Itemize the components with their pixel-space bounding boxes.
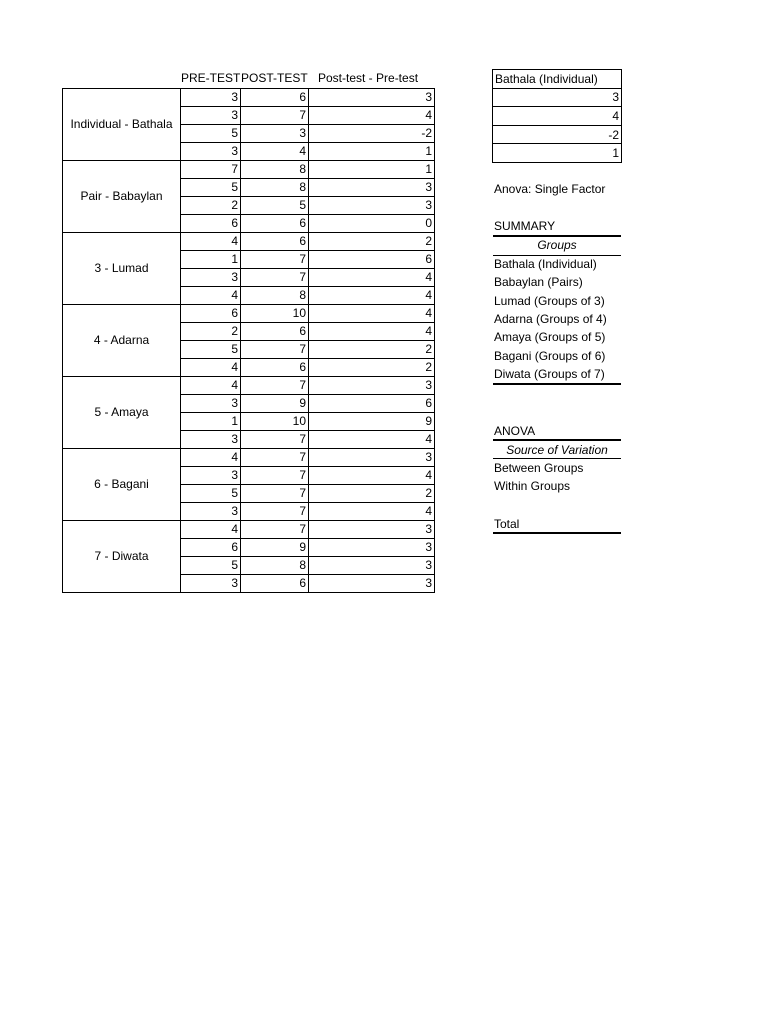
pre-test-cell[interactable]: 6 xyxy=(181,539,241,557)
table-row xyxy=(63,161,435,179)
anova-source-header[interactable]: Source of Variation xyxy=(506,443,608,457)
summary-bottom-rule xyxy=(493,383,621,385)
pre-test-cell[interactable]: 4 xyxy=(181,233,241,251)
difference-cell[interactable]: 3 xyxy=(309,449,435,467)
anova-within-groups[interactable]: Within Groups xyxy=(494,479,571,493)
post-test-cell[interactable]: 7 xyxy=(241,377,309,395)
pre-test-cell[interactable]: 7 xyxy=(181,161,241,179)
bathala-value-cell[interactable]: 4 xyxy=(493,107,622,126)
difference-cell[interactable]: 4 xyxy=(309,107,435,125)
post-test-cell[interactable]: 7 xyxy=(241,341,309,359)
bathala-table xyxy=(492,69,622,163)
pre-test-cell[interactable]: 5 xyxy=(181,341,241,359)
post-test-cell[interactable]: 6 xyxy=(241,233,309,251)
pre-test-cell[interactable]: 3 xyxy=(181,395,241,413)
difference-cell[interactable]: 3 xyxy=(309,575,435,593)
summary-group-item[interactable]: Babaylan (Pairs) xyxy=(494,275,583,290)
post-test-cell[interactable]: 9 xyxy=(241,395,309,413)
pre-test-cell[interactable]: 5 xyxy=(181,179,241,197)
difference-cell[interactable]: -2 xyxy=(309,125,435,143)
post-test-cell[interactable]: 7 xyxy=(241,431,309,449)
pre-test-cell[interactable]: 3 xyxy=(181,269,241,287)
summary-group-item[interactable]: Diwata (Groups of 7) xyxy=(494,366,605,381)
header-pre-test[interactable]: PRE-TEST xyxy=(181,71,241,85)
table-row xyxy=(63,449,435,467)
post-test-cell[interactable]: 7 xyxy=(241,503,309,521)
difference-cell[interactable]: 3 xyxy=(309,539,435,557)
summary-group-item[interactable]: Bagani (Groups of 6) xyxy=(494,348,606,363)
pre-test-cell[interactable]: 3 xyxy=(181,107,241,125)
post-test-cell[interactable]: 3 xyxy=(241,125,309,143)
group-name-cell[interactable]: 5 - Amaya xyxy=(63,377,181,449)
difference-cell[interactable]: 3 xyxy=(309,521,435,539)
pre-test-cell[interactable]: 5 xyxy=(181,125,241,143)
table-row xyxy=(63,521,435,539)
pre-test-cell[interactable]: 4 xyxy=(181,449,241,467)
header-post-test[interactable]: POST-TEST xyxy=(241,71,308,85)
pre-test-cell[interactable]: 5 xyxy=(181,485,241,503)
header-difference[interactable]: Post-test - Pre-test xyxy=(318,71,419,85)
difference-cell[interactable]: 2 xyxy=(309,233,435,251)
bathala-value-cell[interactable]: 1 xyxy=(493,144,622,163)
post-test-cell[interactable]: 10 xyxy=(241,305,309,323)
pre-test-cell[interactable]: 3 xyxy=(181,575,241,593)
difference-cell[interactable]: 2 xyxy=(309,359,435,377)
difference-cell[interactable]: 3 xyxy=(309,557,435,575)
difference-cell[interactable]: 4 xyxy=(309,269,435,287)
pre-test-cell[interactable]: 3 xyxy=(181,467,241,485)
anova-bottom-rule xyxy=(493,532,621,534)
pre-test-cell[interactable]: 3 xyxy=(181,143,241,161)
group-name-cell[interactable]: Pair - Babaylan xyxy=(63,161,181,233)
pre-test-cell[interactable]: 4 xyxy=(181,287,241,305)
difference-cell[interactable]: 6 xyxy=(309,251,435,269)
post-test-cell[interactable]: 10 xyxy=(241,413,309,431)
difference-cell[interactable]: 4 xyxy=(309,467,435,485)
pre-test-cell[interactable]: 4 xyxy=(181,521,241,539)
summary-group-item[interactable]: Adarna (Groups of 4) xyxy=(494,311,607,326)
pre-test-cell[interactable]: 3 xyxy=(181,89,241,107)
pre-test-cell[interactable]: 6 xyxy=(181,215,241,233)
post-test-cell[interactable]: 7 xyxy=(241,467,309,485)
pre-test-cell[interactable]: 4 xyxy=(181,359,241,377)
table-row xyxy=(493,107,622,126)
anova-title[interactable]: ANOVA xyxy=(494,424,536,438)
post-test-cell[interactable]: 7 xyxy=(241,449,309,467)
pre-test-cell[interactable]: 6 xyxy=(181,305,241,323)
table-row xyxy=(63,377,435,395)
summary-groups-header[interactable]: Groups xyxy=(537,238,577,252)
group-name-cell[interactable]: 6 - Bagani xyxy=(63,449,181,521)
difference-cell[interactable]: 1 xyxy=(309,143,435,161)
post-test-cell[interactable]: 7 xyxy=(241,107,309,125)
table-row xyxy=(63,89,435,107)
post-test-cell[interactable]: 8 xyxy=(241,179,309,197)
scores-table xyxy=(62,88,435,593)
group-name-cell[interactable]: 7 - Diwata xyxy=(63,521,181,593)
difference-cell[interactable]: 2 xyxy=(309,341,435,359)
bathala-title-cell[interactable]: Bathala (Individual) xyxy=(493,70,622,89)
post-test-cell[interactable]: 6 xyxy=(241,215,309,233)
pre-test-cell[interactable]: 1 xyxy=(181,251,241,269)
bathala-value-cell[interactable]: 3 xyxy=(493,88,622,107)
pre-test-cell[interactable]: 2 xyxy=(181,323,241,341)
pre-test-cell[interactable]: 2 xyxy=(181,197,241,215)
post-test-cell[interactable]: 5 xyxy=(241,197,309,215)
post-test-cell[interactable]: 9 xyxy=(241,539,309,557)
summary-group-item[interactable]: Lumad (Groups of 3) xyxy=(494,293,605,308)
difference-cell[interactable]: 4 xyxy=(309,305,435,323)
difference-cell[interactable]: 4 xyxy=(309,503,435,521)
post-test-cell[interactable]: 8 xyxy=(241,161,309,179)
pre-test-cell[interactable]: 3 xyxy=(181,503,241,521)
table-row xyxy=(493,125,622,144)
difference-cell[interactable]: 4 xyxy=(309,431,435,449)
difference-cell[interactable]: 3 xyxy=(309,197,435,215)
difference-cell[interactable]: 3 xyxy=(309,89,435,107)
anova-between-groups[interactable]: Between Groups xyxy=(494,461,584,475)
table-row xyxy=(63,233,435,251)
post-test-cell[interactable]: 7 xyxy=(241,251,309,269)
anova-single-factor-label[interactable]: Anova: Single Factor xyxy=(494,182,606,196)
group-name-cell[interactable]: Individual - Bathala xyxy=(63,89,181,161)
anova-total[interactable]: Total xyxy=(494,517,520,531)
difference-cell[interactable]: 1 xyxy=(309,161,435,179)
summary-group-item[interactable]: Amaya (Groups of 5) xyxy=(494,330,606,345)
difference-cell[interactable]: 4 xyxy=(309,287,435,305)
difference-cell[interactable]: 6 xyxy=(309,395,435,413)
post-test-cell[interactable]: 7 xyxy=(241,521,309,539)
difference-cell[interactable]: 4 xyxy=(309,323,435,341)
group-name-cell[interactable]: 3 - Lumad xyxy=(63,233,181,305)
pre-test-cell[interactable]: 4 xyxy=(181,377,241,395)
table-row xyxy=(63,305,435,323)
pre-test-cell[interactable]: 3 xyxy=(181,431,241,449)
post-test-cell[interactable]: 8 xyxy=(241,287,309,305)
post-test-cell[interactable]: 7 xyxy=(241,269,309,287)
difference-cell[interactable]: 3 xyxy=(309,377,435,395)
difference-cell[interactable]: 2 xyxy=(309,485,435,503)
pre-test-cell[interactable]: 1 xyxy=(181,413,241,431)
post-test-cell[interactable]: 8 xyxy=(241,557,309,575)
bathala-value-cell[interactable]: -2 xyxy=(493,125,622,144)
post-test-cell[interactable]: 4 xyxy=(241,143,309,161)
table-row xyxy=(493,88,622,107)
post-test-cell[interactable]: 6 xyxy=(241,323,309,341)
table-row xyxy=(493,144,622,163)
difference-cell[interactable]: 9 xyxy=(309,413,435,431)
post-test-cell[interactable]: 6 xyxy=(241,359,309,377)
post-test-cell[interactable]: 6 xyxy=(241,89,309,107)
summary-title[interactable]: SUMMARY xyxy=(494,219,556,233)
group-name-cell[interactable]: 4 - Adarna xyxy=(63,305,181,377)
post-test-cell[interactable]: 7 xyxy=(241,485,309,503)
summary-group-item[interactable]: Bathala (Individual) xyxy=(494,257,597,271)
post-test-cell[interactable]: 6 xyxy=(241,575,309,593)
difference-cell[interactable]: 3 xyxy=(309,179,435,197)
pre-test-cell[interactable]: 5 xyxy=(181,557,241,575)
difference-cell[interactable]: 0 xyxy=(309,215,435,233)
